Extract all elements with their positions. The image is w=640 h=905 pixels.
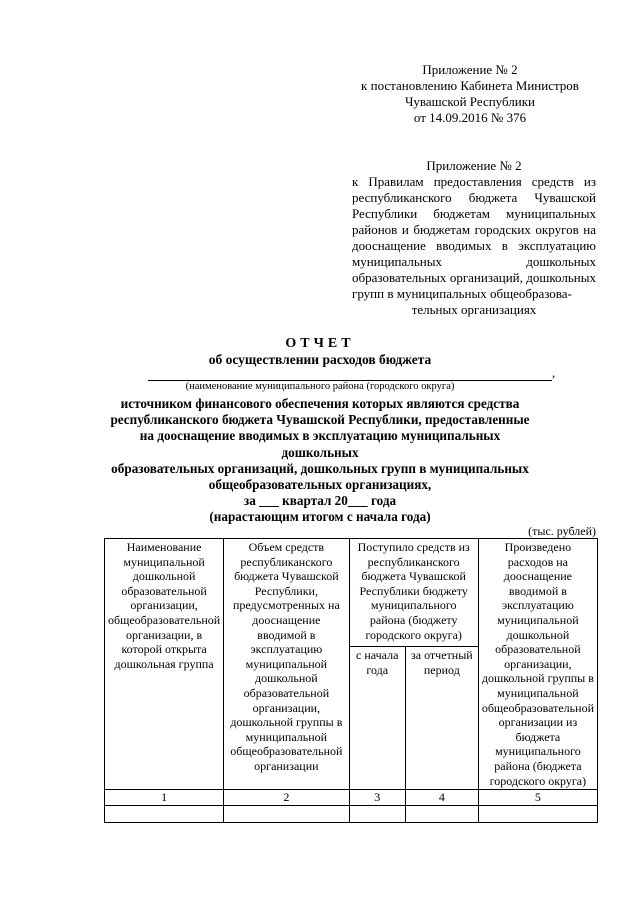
- header-planned-funds: Объем средств республиканского бюджета Чувашской Республики, предусмотренных на дооснащение вводимой в эксплуатацию муниципальной дошкольной образовательной организации, дошкольной группы в муниципальной общеобразовательной организации: [224, 539, 349, 790]
- description-line: источником финансового обеспечения которых являются средства: [120, 396, 520, 411]
- description-line: республиканского бюджета Чувашской Республики, предоставленные: [110, 412, 530, 428]
- report-period-line: за ___ квартал 20___ года: [243, 493, 397, 509]
- table-cell: [478, 805, 597, 822]
- report-table: [104, 538, 598, 823]
- table-cell: [349, 805, 405, 822]
- header-since-year-start: с начала года: [349, 647, 405, 790]
- appendix-rules-number: Приложение № 2: [426, 158, 522, 173]
- blank-line-comma: ,: [552, 365, 556, 380]
- district-name-caption: (наименование муниципального района (городского округа): [185, 381, 455, 392]
- header-expenses: Произведено расходов на дооснащение вводимой в эксплуатацию муниципальной дошкольной образовательной организации, дошкольной группы в муниципальной общеобразовательной организации из бюджета муниципального района (бюджета городского округа): [478, 539, 597, 790]
- description-line: на дооснащение вводимых в эксплуатацию муниципальных дошкольных: [139, 428, 501, 460]
- column-number: 1: [105, 790, 224, 806]
- units-label: (тыс. рублей): [528, 524, 596, 538]
- header-received-funds: Поступило средств из республиканского бюджета Чувашской Республики бюджету муниципального района (бюджету городского округа): [349, 539, 478, 647]
- appendix-rules-last-line: тельных организациях: [411, 302, 537, 317]
- table-cell: [105, 805, 224, 822]
- column-number: 3: [349, 790, 405, 806]
- report-description: [100, 396, 540, 526]
- column-number: 5: [478, 790, 597, 806]
- district-name-blank-line: [148, 368, 552, 381]
- column-number: 4: [405, 790, 478, 806]
- table-cell: [224, 805, 349, 822]
- report-subtitle: об осуществлении расходов бюджета: [208, 352, 432, 367]
- description-line: образовательных организаций, дошкольных групп в муниципальных: [111, 460, 529, 476]
- header-organization-name: Наименование муниципальной дошкольной образовательной организации, общеобразовательной организации, в которой открыта дошкольная группа: [105, 539, 224, 790]
- appendix-rules-text: [352, 174, 596, 318]
- report-title: ОТЧЕТ: [285, 336, 355, 351]
- table-cell: [405, 805, 478, 822]
- table-row: [105, 805, 598, 822]
- appendix-rules-body: к Правилам предоставления средств из республиканского бюджета Чувашской Республики бюджетам муниципальных районов и бюджетам городских округов на дооснащение вводимых в эксплуатацию муниципальных дошкольных образовательных организаций, дошкольных групп в муниципальных общеобразова-: [352, 174, 596, 301]
- appendix-number: Приложение № 2: [422, 62, 518, 77]
- description-line: общеобразовательных организациях,: [208, 477, 432, 493]
- header-reporting-period: за отчетный период: [405, 647, 478, 790]
- appendix-decree-ref: к постановлению Кабинета Министров: [361, 78, 579, 93]
- appendix-date-number: от 14.09.2016 № 376: [413, 110, 527, 125]
- cumulative-note: (нарастающим итогом с начала года): [209, 509, 431, 525]
- table-header-row: [105, 539, 598, 647]
- table-number-row: [105, 790, 598, 806]
- appendix-republic: Чувашской Республики: [404, 94, 536, 109]
- column-number: 2: [224, 790, 349, 806]
- appendix-cabinet-heading: [340, 62, 600, 126]
